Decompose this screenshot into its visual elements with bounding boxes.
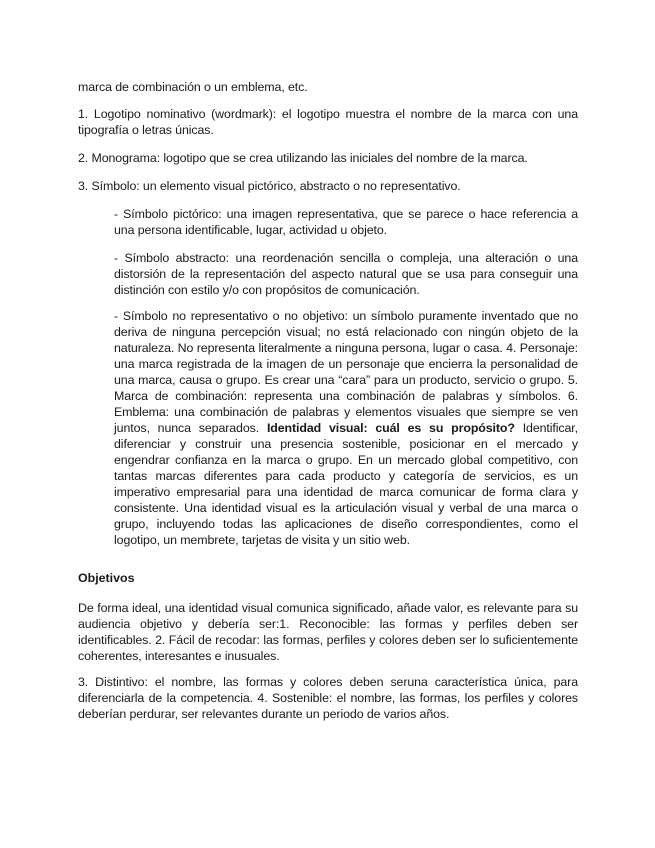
simbolo-abstracto-paragraph: - Símbolo abstracto: una reordenación sencilla o compleja, una alteración o una distorsión de la representación del aspecto natural que se usa para conseguir una distinción con estilo y/o con propósitos de comunicación.: [114, 251, 578, 297]
identidad-visual-heading: Identidad visual: cuál es su propósito?: [266, 421, 515, 435]
objetivos-heading: Objetivos: [78, 571, 135, 585]
logotipo-paragraph: 1. Logotipo nominativo (wordmark): el logotipo muestra el nombre de la marca con una tipografía o letras únicas.: [78, 107, 578, 137]
intro-paragraph: marca de combinación o un emblema, etc.: [78, 80, 308, 94]
simbolo-paragraph: 3. Símbolo: un elemento visual pictórico, abstracto o no representativo.: [78, 179, 461, 193]
monograma-paragraph: 2. Monograma: logotipo que se crea utilizando las iniciales del nombre de la marca.: [78, 151, 528, 165]
identidad-visual-text: Identificar, diferenciar y construir una presencia sostenible, posicionar en el mercado y engendrar confianza en la marca o grupo. En un mercado global competitivo, con tantas marcas diferentes para cada producto y categoría de servicios, es un imperativo empresarial para una identidad de marca comunicar de forma clara y consistente. Una identidad visual es la articulación visual y verbal de una marca o grupo, incluyendo todas las aplicaciones de diseño correspondientes, como el logotipo, un membrete, tarjetas de visita y un sitio web.: [114, 421, 578, 547]
simbolo-no-representativo-paragraph: [114, 308, 578, 548]
simbolo-pictorico-paragraph: - Símbolo pictórico: una imagen representativa, que se parece o hace referencia a una persona identificable, lugar, actividad u objeto.: [114, 207, 578, 237]
objetivos-paragraph-1: De forma ideal, una identidad visual comunica significado, añade valor, es relevante para su audiencia objetivo y debería ser:1. Reconocible: las formas y perfiles deben ser identificables. 2. Fácil de recodar: las formas, perfiles y colores deben ser lo suficientemente coherentes, interesantes e inusuales.: [78, 601, 578, 663]
no-representativo-text: - Símbolo no representativo o no objetivo: un símbolo puramente inventado que no deriva de ninguna percepción visual; no está relacionado con ningún objeto de la naturaleza. No representa literalmente a ninguna persona, lugar o casa. 4. Personaje: una marca registrada de la imagen de un personaje que encierra la personalidad de una marca, causa o grupo. Es crear una “cara” para un producto, servicio o grupo. 5. Marca de combinación: representa una combinación de palabras y símbolos. 6. Emblema: una combinación de palabras y elementos visuales que siempre se ven juntos, nunca separados.: [114, 309, 578, 435]
objetivos-paragraph-2: 3. Distintivo: el nombre, las formas y colores deben seruna característica única, para diferenciarla de la competencia. 4. Sostenible: el nombre, las formas, los perfiles y colores deberían perdurar, ser relevantes durante un periodo de varios años.: [78, 675, 578, 721]
